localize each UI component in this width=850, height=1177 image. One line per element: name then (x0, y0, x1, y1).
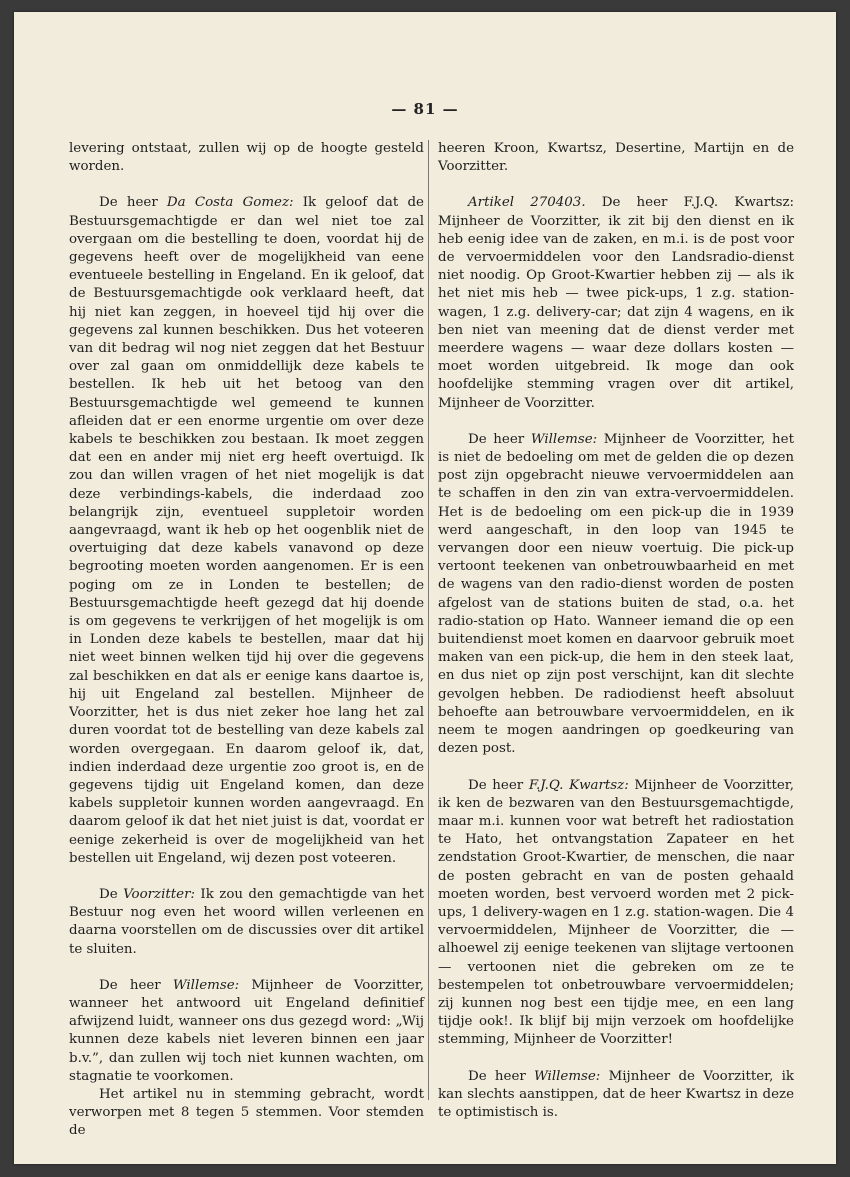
speaker-name: Willemse: (534, 1068, 601, 1084)
page-number: — 81 — (391, 100, 459, 118)
column-divider (428, 140, 429, 1100)
paragraph: Artikel 270403. De heer F.J.Q. Kwartsz: Mijnheer de Voorzitter, ik zit bij den dienst en ik heb eenig idee van de zaken, en m.i. is de post voor de vervoermiddelen voor den Landsradio-dienst niet noodig. Op Groot-Kwartier hebben zij — als ik het niet mis heb — twee pick-ups, 1 z.g. station-wagen, 1 z.g. delivery-car; dat zijn 4 wagens, en ik ben niet van meening dat de dienst verder met meerdere wagens — waar deze dollars kosten — moet worden uitgebreid. Ik moge dan ook hoofdelijke stemming vragen over dit artikel, Mijnheer de Voorzitter. (438, 195, 795, 411)
paragraph: levering ontstaat, zullen wij op de hoogte gesteld worden. (69, 141, 424, 175)
left-column (69, 140, 424, 1141)
article-reference: Artikel 270403. (468, 195, 586, 211)
speaker-name: Willemse: (530, 431, 598, 447)
paragraph: De heer Willemse: Mijnheer de Voorzitter, wanneer het antwoord uit Engeland definitief afwijzend luidt, wanneer ons dus gezegd word: „Wij kunnen deze kabels niet leveren binnen een jaar b.v.”, dan zullen wij toch niet kunnen wachten, om stagnatie te voorkomen. (69, 977, 424, 1084)
paragraph: De Voorzitter: Ik zou den gemachtigde van het Bestuur nog even het woord willen verleenen en daarna voorstellen om de discussies over dit artikel te sluiten. (69, 886, 424, 957)
speaker-name: Voorzitter: (123, 886, 195, 902)
paragraph: De heer Da Costa Gomez: Ik geloof dat de Bestuursgemachtigde er dan wel niet toe zal overgaan om die bestelling te doen, voordat hij de gegevens heeft over de mogelijkheid van eene eventueele bestelling in Engeland. En ik geloof, dat de Bestuursgemachtigde ook verklaard heeft, dat hij niet kan zeggen, in hoeveel tijd hij over die gegevens zal kunnen beschikken. Dus het voteeren van dit bedrag wil nog niet zeggen dat het Bestuur over zal gaan om onmiddellijk deze kabels te bestellen. Ik heb uit het betoog van den Bestuursgemachtigde wel gemeend te kunnen afleiden dat er een enorme urgentie om over deze kabels te beschikken zou bestaan. Ik moet zeggen dat een en ander mij niet erg heeft overtuigd. Ik zou dan willen vragen of het niet mogelijk is dat deze verbindings-kabels, die inderdaad zoo belangrijk zijn, eventueel suppletoir worden aangevraagd, want ik heb op het oogenblik niet de overtuiging dat deze kabels vanavond op deze begrooting moeten worden aangenomen. Er is een poging om ze in Londen te bestellen; de Bestuursgemachtigde heeft gezegd dat hij doende is om gegevens te verkrijgen of het mogelijk is om in Londen deze kabels te bestellen, maar dat hij niet weet binnen welken tijd hij over die gegevens zal beschikken en dat als er eenige kans daartoe is, hij uit Engeland zal bestellen. Mijnheer de Voorzitter, het is dus niet zeker hoe lang het zal duren voordat tot de bestelling van deze kabels zal worden overgegaan. En daarom geloof ik, dat, indien inderdaad deze urgentie zoo groot is, en de gegevens tijdig uit Engeland komen, dan deze kabels suppletoir kunnen worden aangevraagd. En daarom geloof ik dat het niet juist is dat, voordat er eenige zekerheid is over de mogelijkheid van het bestellen uit Engeland, wij dezen post voteeren. (69, 195, 424, 866)
speaker-name: Willemse: (172, 977, 240, 993)
speaker-name: Da Costa Gomez: (166, 195, 294, 211)
paragraph: De heer Willemse: Mijnheer de Voorzitter, het is niet de bedoeling om met de gelden die op dezen post zijn opgebracht nieuwe vervoermiddelen aan te schaffen in den zin van extra-vervoermiddelen. Het is de bedoeling om een pick-up die in 1939 werd aangeschaft, in den loop van 1945 te vervangen door een nieuw voertuig. Die pick-up vertoont teekenen van onbetrouwbaarheid en met de wagens van den radio-dienst worden de posten afgelost van de stations buiten de stad, o.a. het radio-station op Hato. Wanneer iemand die op een buitendienst moet komen en daarvoor gebruik moet maken van een pick-up, die hem in den steek laat, en dus niet op zijn post verschijnt, kan dit slechte gevolgen hebben. De radiodienst heeft absoluut behoefte aan betrouwbare vervoermiddelen, en ik neem te mogen aandringen op goedkeuring van dezen post. (438, 431, 794, 757)
paragraph: Het artikel nu in stemming gebracht, wordt verworpen met 8 tegen 5 stemmen. Voor stemden de (69, 1086, 424, 1139)
paragraph: De heer Willemse: Mijnheer de Voorzitter, ik kan slechts aanstippen, dat de heer Kwartsz in deze te optimistisch is. (438, 1068, 794, 1120)
right-column (438, 140, 794, 1122)
document-page (14, 12, 836, 1164)
paragraph: De heer F.J.Q. Kwartsz: Mijnheer de Voorzitter, ik ken de bezwaren van den Bestuursgemachtigde, maar m.i. kunnen voor wat betreft het radiostation te Hato, het ontvangstation Zapateer en het zendstation Groot-Kwartier, de menschen, die naar de posten gebracht en van de posten gehaald moeten worden, best vervoerd worden met 2 pick-ups, 1 delivery-wagen en 1 z.g. station-wagen. Die 4 vervoermiddelen, Mijnheer de Voorzitter, die — alhoewel zij eenige teekenen van slijtage vertoonen — vertoonen niet die gebreken om ze te bestempelen tot onbetrouwbare vervoermiddelen; zij kunnen nog best een tijdje mee, en een lang tijdje ook!. Ik blijf bij mijn verzoek om hoofdelijke stemming, Mijnheer de Voorzitter! (438, 777, 794, 1048)
speaker-name: F.J.Q. Kwartsz: (528, 777, 629, 793)
paragraph: heeren Kroon, Kwartsz, Desertine, Martijn en de Voorzitter. (438, 141, 794, 175)
